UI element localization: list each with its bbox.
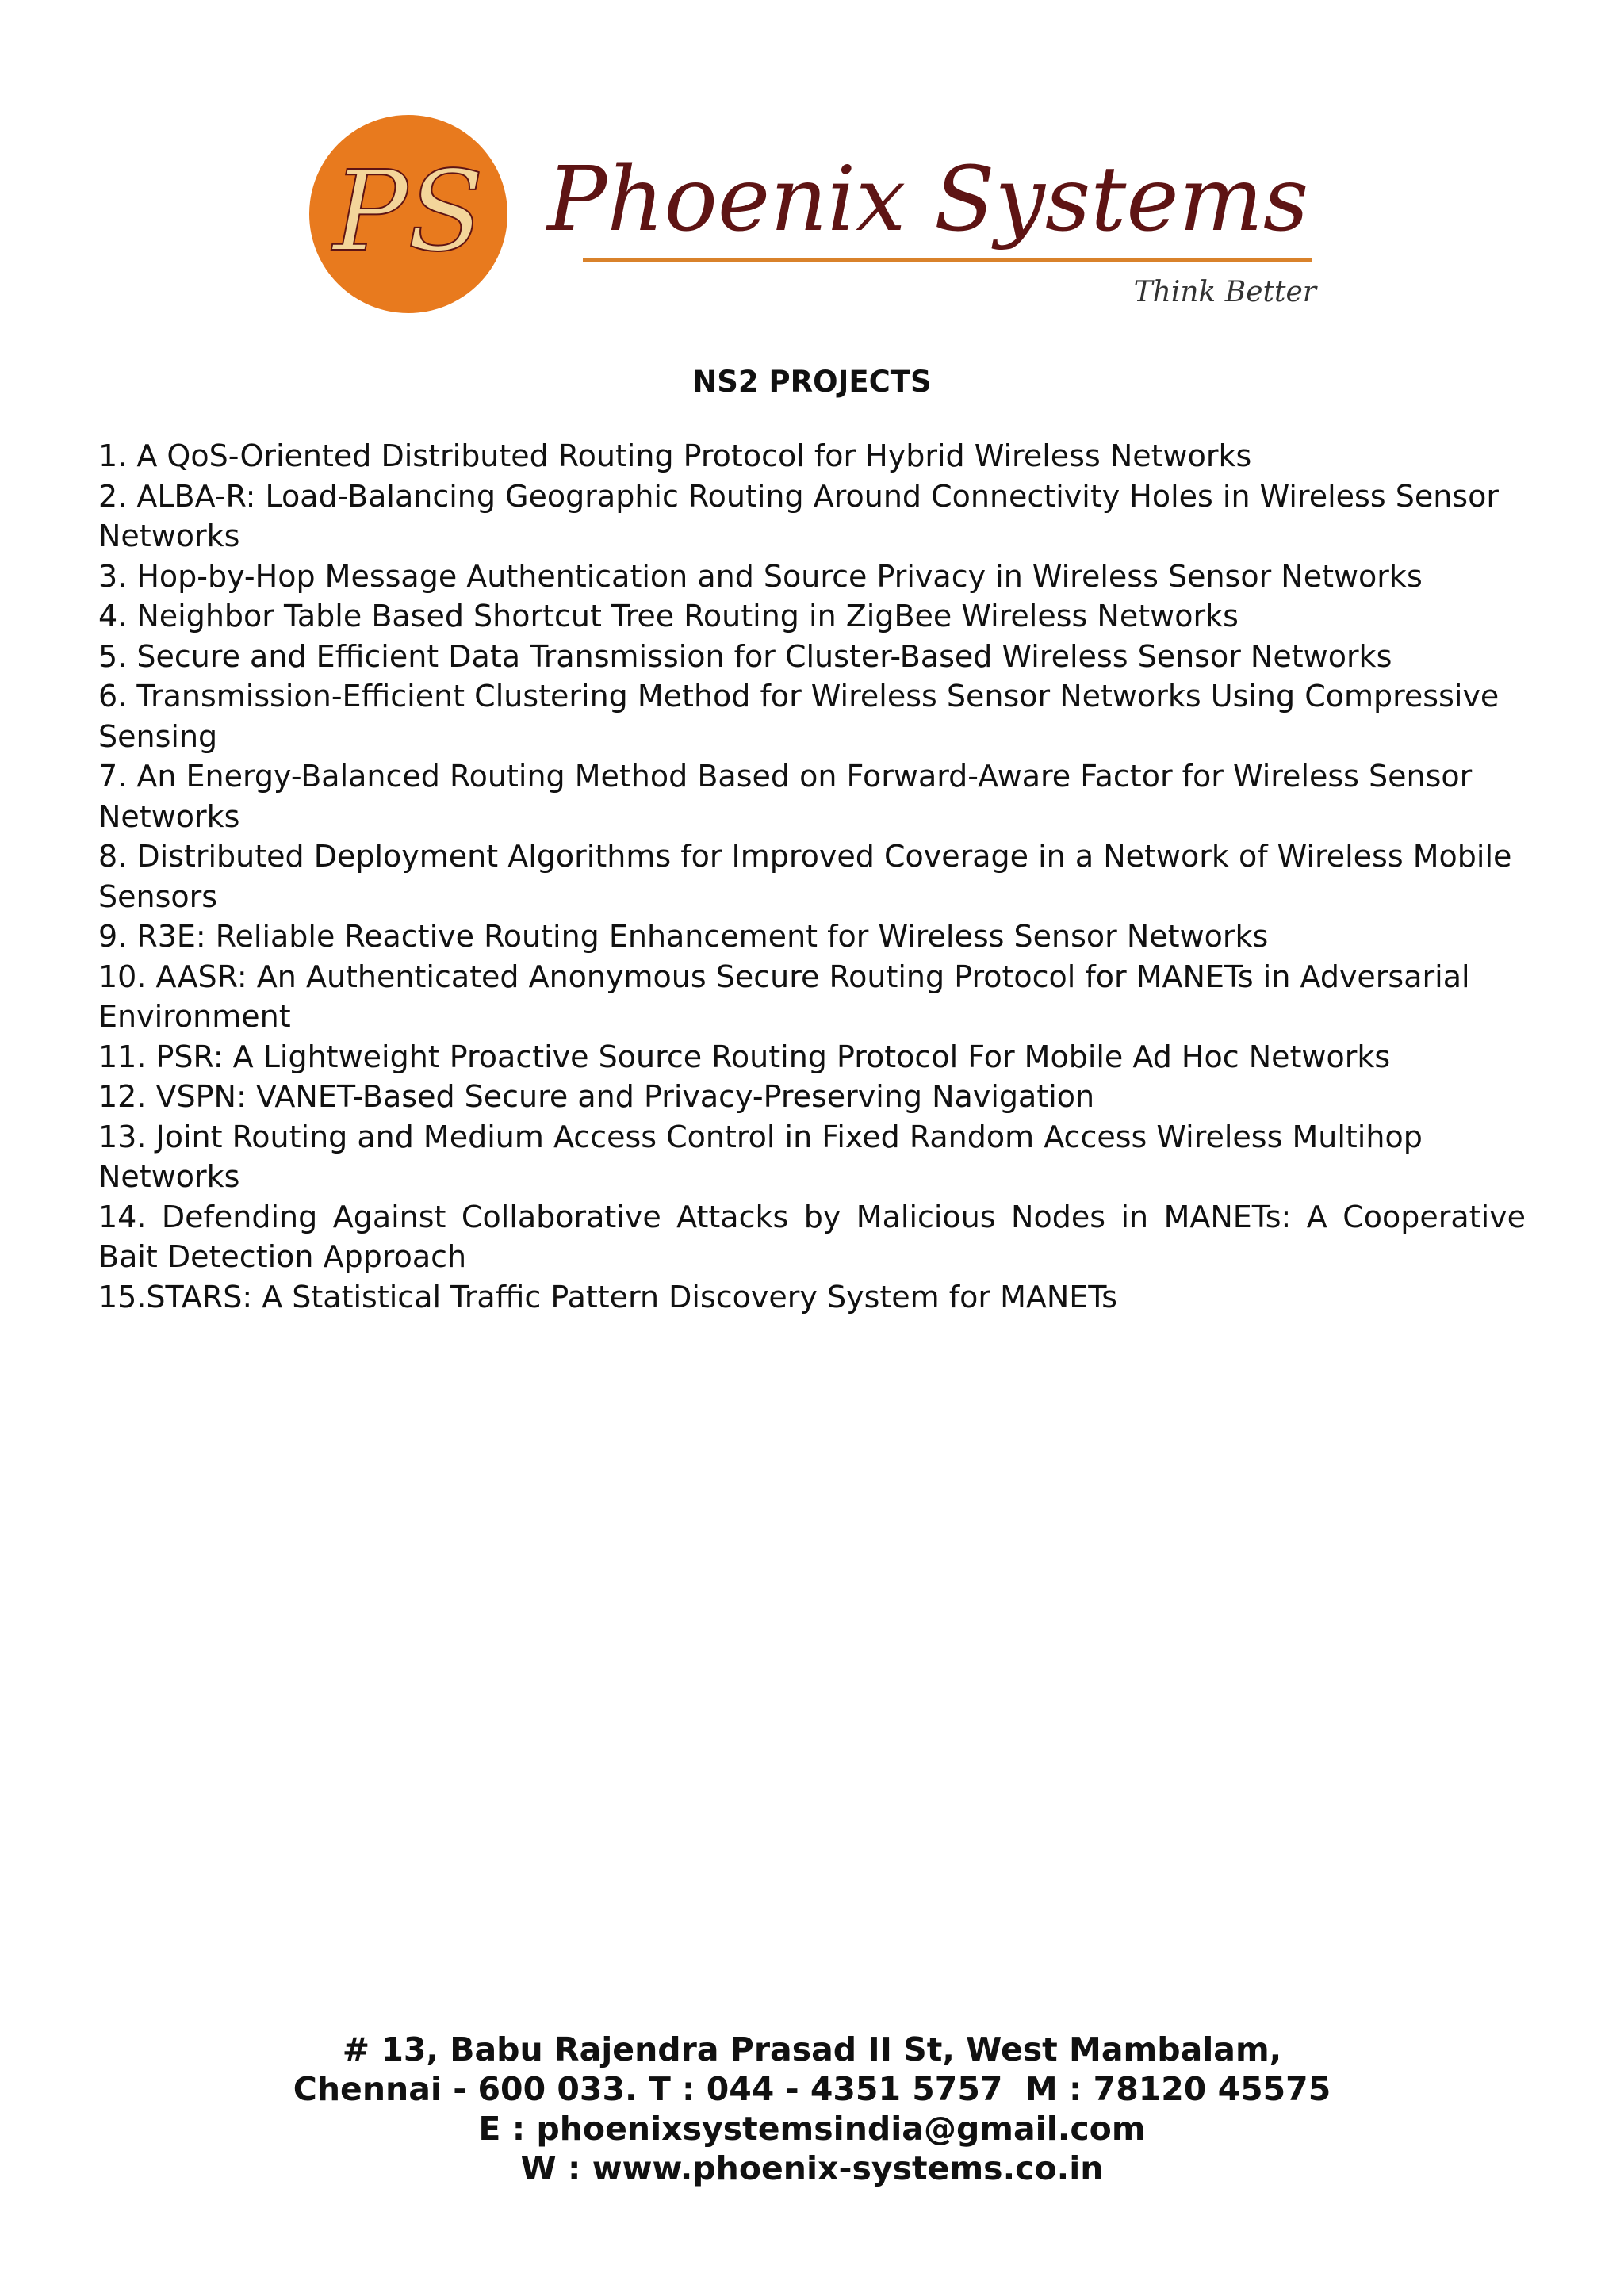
project-item: 6. Transmission-Efficient Clustering Method for Wireless Sensor Networks Using Compressive Sensing xyxy=(98,679,1500,754)
project-item: 10. AASR: An Authenticated Anonymous Secure Routing Protocol for MANETs in Adversarial Environment xyxy=(98,959,1470,1034)
logo-monogram: PS xyxy=(332,147,485,277)
project-item: 11. PSR: A Lightweight Proactive Source Routing Protocol For Mobile Ad Hoc Networks xyxy=(98,1039,1391,1074)
footer-contact xyxy=(0,2030,1624,2188)
project-item: 13. Joint Routing and Medium Access Control in Fixed Random Access Wireless Multihop Networks xyxy=(98,1119,1423,1194)
project-list xyxy=(98,436,1526,1317)
letterhead xyxy=(0,0,1624,333)
footer-email: E : phoenixsystemsindia@gmail.com xyxy=(478,2110,1146,2148)
footer-address-line2: Chennai - 600 033. T : 044 - 4351 5757 M : 78120 45575 xyxy=(293,2070,1331,2108)
project-item: 15.STARS: A Statistical Traffic Pattern Discovery System for MANETs xyxy=(98,1279,1118,1314)
project-item: 4. Neighbor Table Based Shortcut Tree Routing in ZigBee Wireless Networks xyxy=(98,599,1239,633)
project-item: 14. Defending Against Collaborative Attacks by Malicious Nodes in MANETs: A Cooperative Bait Detection Approach xyxy=(98,1199,1526,1274)
project-item: 3. Hop-by-Hop Message Authentication and Source Privacy in Wireless Sensor Networks xyxy=(98,558,1423,594)
logo-wordmark: Phoenix Systems xyxy=(547,148,1309,251)
project-item: 8. Distributed Deployment Algorithms for Improved Coverage in a Network of Wireless Mobile Sensors xyxy=(98,839,1512,914)
project-item: 7. An Energy-Balanced Routing Method Based on Forward-Aware Factor for Wireless Sensor Networks xyxy=(98,759,1473,834)
phoenix-systems-logo xyxy=(301,103,1332,325)
logo-underline-rule xyxy=(583,258,1312,262)
project-item: 9. R3E: Reliable Reactive Routing Enhancement for Wireless Sensor Networks xyxy=(98,919,1269,954)
logo-tagline: Think Better xyxy=(1133,276,1316,308)
page-title: NS2 PROJECTS xyxy=(692,365,932,399)
project-item: 1. A QoS-Oriented Distributed Routing Protocol for Hybrid Wireless Networks xyxy=(98,438,1252,473)
project-item: 12. VSPN: VANET-Based Secure and Privacy-Preserving Navigation xyxy=(98,1079,1095,1114)
project-item: 5. Secure and Efficient Data Transmission for Cluster-Based Wireless Sensor Networks xyxy=(98,638,1392,674)
project-item: 2. ALBA-R: Load-Balancing Geographic Routing Around Connectivity Holes in Wireless Sensor Networks xyxy=(98,478,1499,553)
footer-website: W : www.phoenix-systems.co.in xyxy=(520,2149,1104,2187)
footer-address-line1: # 13, Babu Rajendra Prasad II St, West Mambalam, xyxy=(342,2030,1282,2068)
